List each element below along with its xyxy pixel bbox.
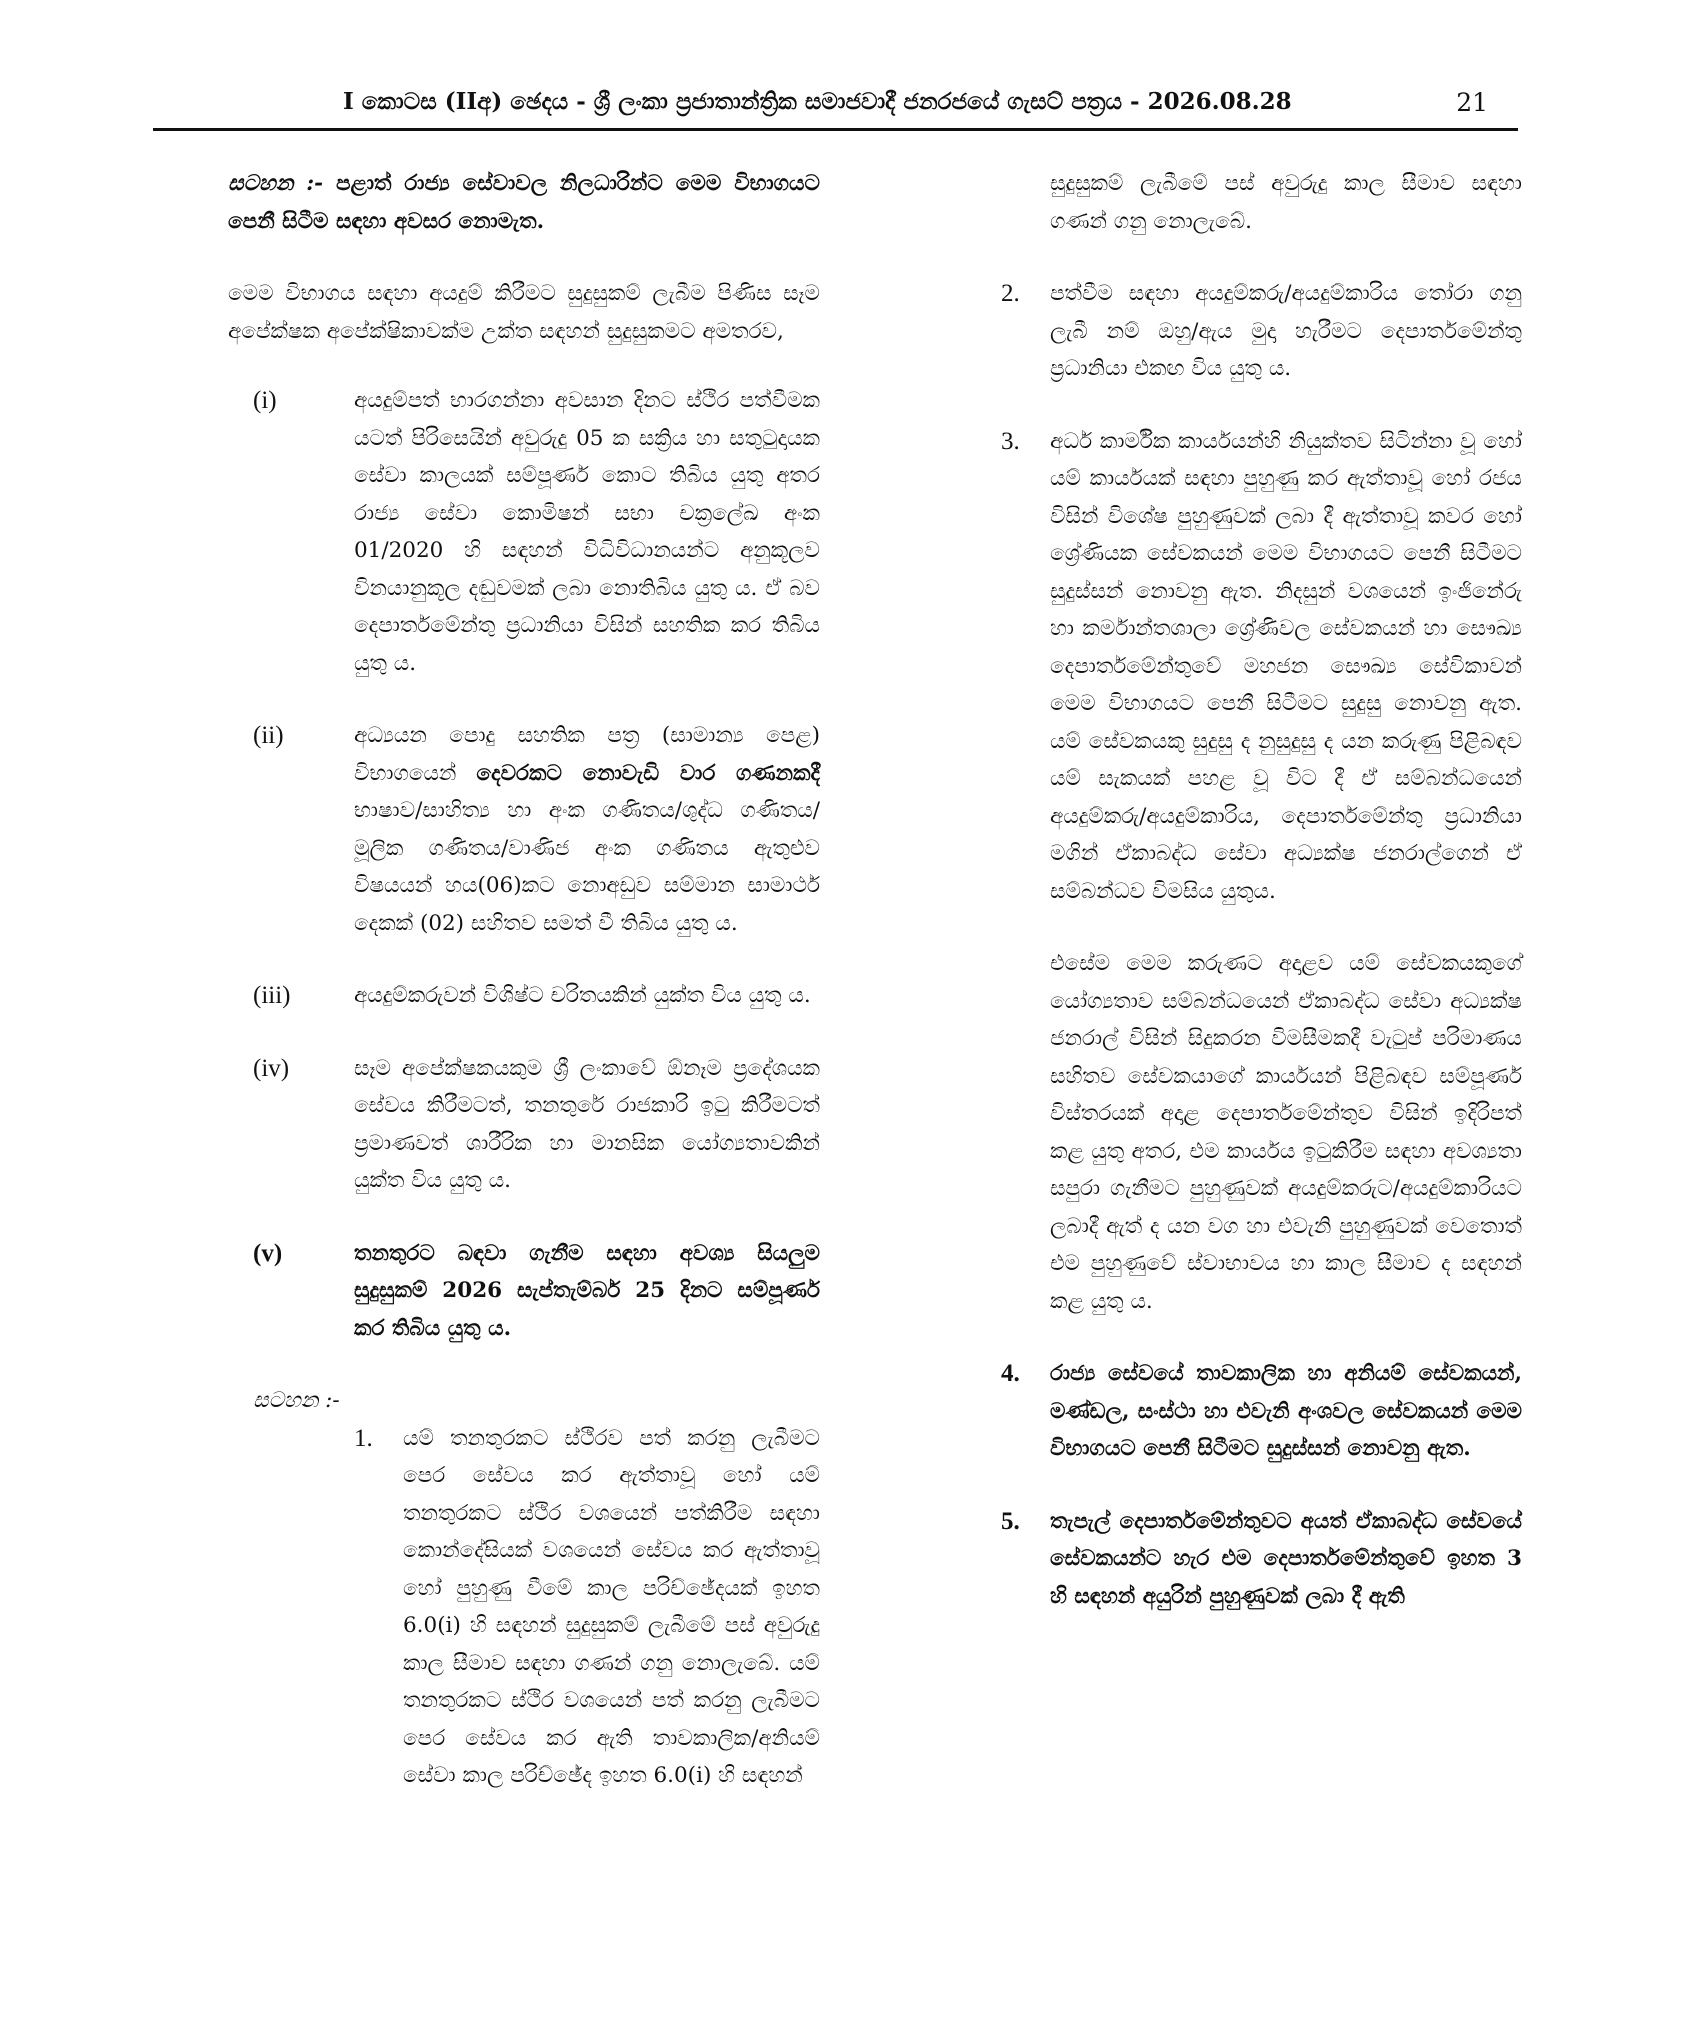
- note-2-label: සටහන :-: [253, 1388, 340, 1413]
- right-column: [1001, 165, 1522, 1615]
- note-1-label: සටහන :-: [228, 171, 324, 196]
- item-number: 3.: [1001, 427, 1020, 455]
- list-item-v: [228, 1235, 820, 1348]
- note-item-3-continuation: එසේම මෙම කරුණට අදාළව යම් සේවකයකුගේ යෝග්‍යතාව සම්බන්ධයෙන් ඒකාබද්ධ සේවා අධ්‍යක්ෂ ජනරාල් විසින් සිදුකරන විමසීමකදී වැටුප් පරිමාණය සහිතව සේවකයාගේ කාර්යයන් පිළිබඳව සම්පූර්ණ විස්තරයක් අදාළ දෙපාර්තමේන්තුව විසින් ඉදිරිපත් කළ යුතු අතර, එම කාර්යය ඉටුකිරීම සඳහා අවශ්‍යතා සපුරා ගැනීමට පුහුණුවක් අයදුම්කරුට/අයදුම්කාරියට ලබාදී ඇත් ද යන වග හා එවැනි පුහුණුවක් වෙතොත් එම පුහුණුවේ ස්වාභාවය හා කාල සීමාව ද සඳහන් කළ යුතු ය.: [1050, 951, 1522, 1314]
- page-header: [153, 88, 1518, 128]
- item-text-part: භාෂාව/සාහිත්‍ය හා අංක ගණිතය/ශුද්ධ ගණිතය/මූලික ගණිතය/වාණිජ අංක ගණිතය ඇතුළුව විෂයයන් හය(06)කට නොඅඩුව සම්මාන සාමාර්ථ දෙකක් (02) සහිතව සමත් වී තිබිය යුතු ය.: [354, 798, 820, 936]
- item-number: (v): [253, 1239, 283, 1267]
- item-text: තනතුරට බඳවා ගැනීම සඳහා අවශ්‍ය සියලුම සුදුසුකම් 2026 සැප්තැම්බර් 25 දිනට සම්පූර්ණ කර තිබිය යුතු ය.: [354, 1240, 820, 1341]
- note-item-5: [1001, 1503, 1522, 1616]
- continuation-text: සුදුසුකම් ලැබීමේ පස් අවුරුදු කාල සීමාව සඳහා ගණන් ගනු නොලැබේ.: [1050, 171, 1522, 234]
- item-number: (ii): [253, 722, 284, 749]
- item-text: පත්වීම සඳහා අයදුම්කරු/අයදුම්කාරිය තෝරා ගනු ලැබී නම් ඔහු/ඇය මුදා හැරීමට දෙපාර්තමේන්තු ප්‍රධානියා එකඟ විය යුතු ය.: [1050, 281, 1522, 381]
- item-text: යම් තනතුරකට ස්ථිරව පත් කරනු ලැබීමට පෙර සේවය කර ඇත්තාවූ හෝ යම් තනතුරකට ස්ථිර වශයෙන් පත්කිරීම සඳහා කොන්දේසියක් වශයෙන් සේවය කර ඇත්තාවූ හෝ පුහුණු වීමේ කාල පරිච්ඡේදයක් ඉහත 6.0(i) හි සඳහන් සුදුසුකම් ලැබීමේ පස් අවුරුදු කාල සීමාව සඳහා ගණන් ගනු නොලැබේ. යම් තනතුරකට ස්ථිර වශයෙන් පත් කරනු ලැබීමට පෙර සේවය කර ඇති තාවකාලික/අනියම් සේවා කාල පරිච්ඡේද ඉහත 6.0(i) හි සඳහන්: [403, 1425, 820, 1788]
- note-item-3: [1001, 423, 1522, 911]
- note-item-4: [1001, 1355, 1522, 1468]
- item-number: 5.: [1001, 1507, 1020, 1535]
- item-number: (iv): [253, 1054, 290, 1082]
- intro-paragraph: මෙම විභාගය සඳහා අයදුම් කිරීමට සුදුසුකම් ලැබීම පිණිස සෑම අපේක්ෂක අපේක්ෂිකාවක්ම උක්ත සඳහන් සුදුසුකමට අමතරව,: [228, 281, 820, 344]
- list-item-i: [228, 382, 820, 682]
- item-number: 1.: [354, 1424, 373, 1452]
- note-1-text: පළාත් රාජ්‍ය සේවාවල නිලධාරින්ට මෙම විභාගයට පෙනී සිටීම සඳහා අවසර නොමැත.: [228, 171, 820, 234]
- item-text: සෑම අපේක්ෂකයකුම ශ්‍රී ලංකාවේ ඕනෑම ප්‍රදේශයක සේවය කිරීමටත්, තනතුරේ රාජකාරි ඉටු කිරීමටත් ප්‍රමාණවත් ශාරීරික හා මානසික යෝග්‍යතාවකින් යුක්ත විය යුතු ය.: [354, 1055, 820, 1193]
- gazette-header-title: I කොටස (IIඅ) ඡෙදය - ශ්‍රී ලංකා ප්‍රජාතාන්ත්‍රික සමාජවාදී ජනරජයේ ගැසට් පත්‍රය - 2026.08.28: [343, 88, 1292, 115]
- page-number: 21: [1456, 88, 1488, 117]
- item-text: රාජ්‍ය සේවයේ තාවකාලික හා අනියම් සේවකයන්, මණ්ඩල, සංස්ථා හා එවැනි අංශවල සේවකයන් මෙම විභාගයට පෙනී සිටීමට සුදුස්සන් නොවනු ඇත.: [1050, 1361, 1522, 1461]
- left-column: [228, 165, 820, 1795]
- item-number: 4.: [1001, 1360, 1020, 1387]
- list-item-iv: [228, 1050, 820, 1200]
- note-1: [228, 165, 820, 240]
- item-text: අර්ධ කාර්මික කාර්යයන්හි නියුක්තව සිටින්නා වූ හෝ යම් කාර්යයක් සඳහා පුහුණු කර ඇත්තාවූ හෝ රජය විසින් විශේෂ පුහුණුවක් ලබා දී ඇත්තාවූ කවර හෝ ශ්‍රේණියක සේවකයන් මෙම විභාගයට පෙනී සිටීමට සුදුස්සන් නොවනු ඇත. නිදසුන් වශයෙන් ඉංජිනේරු හා කර්මාන්තශාලා ශ්‍රේණිවල සේවකයන් හා සෞඛ්‍ය දෙපාර්තමේන්තුවේ මහජන සෞඛ්‍ය සේවිකාවන් මෙම විභාගයට පෙනී සිටීමට සුදුසු නොවනු ඇත. යම් සේවකයකු සුදුසු ද නුසුදුසු ද යන කරුණු පිළිබඳව යම් සැකයක් පහළ වූ විට දී ඒ සම්බන්ධයෙන් අයදුම්කරු/අයදුම්කාරිය, දෙපාර්තමේන්තු ප්‍රධානියා මගින් ඒකාබද්ධ සේවා අධ්‍යක්ෂ ජනරාල්ගෙන් ඒ සම්බන්ධව විමසිය යුතුය.: [1050, 428, 1522, 904]
- item-text-part: අධ්‍යයන පොදු සහතික පත්‍ර (සාමාන්‍ය පෙළ) විභාගයෙන්: [354, 723, 820, 786]
- list-item-ii: [228, 717, 820, 942]
- item-text: අයදුම්පත් භාරගන්නා අවසාන දිනට ස්ථිර පත්වීමක යටත් පිරිසෙයින් අවුරුදු 05 ක සක්‍රිය හා සතුටුදායක සේවා කාලයක් සම්පූර්ණ කොට තිබිය යුතු අතර රාජ්‍ය සේවා කොමිෂන් සභා චක්‍රලේඛ අංක 01/2020 හි සඳහන් විධිවිධානයන්ට අනුකූලව විනයානුකූල දඬුවමක් ලබා නොතිබිය යුතු ය. ඒ බව දෙපාර්තමේන්තු ප්‍රධානියා විසින් සහතික කර තිබිය යුතු ය.: [354, 388, 820, 676]
- item-text: අයදුම්කරුවන් විශිෂ්ට චරිතයකින් යුක්ත විය යුතු ය.: [354, 983, 811, 1008]
- header-rule: [153, 128, 1518, 131]
- item-number: 2.: [1001, 280, 1020, 307]
- item-number: (i): [253, 387, 277, 414]
- note-item-2: [1001, 275, 1522, 388]
- list-item-iii: [228, 977, 820, 1015]
- item-text: තැපැල් දෙපාර්තමේන්තුවට අයත් ඒකාබද්ධ සේවයේ සේවකයන්ට හැර එම දෙපාර්තමේන්තුවේ ඉහත 3 හි සඳහන් අයුරින් පුහුණුවක් ලබා දී ඇති: [1050, 1508, 1522, 1609]
- item-text: [354, 717, 820, 942]
- note-2-item-1: [228, 1420, 820, 1795]
- item-number: (iii): [253, 982, 291, 1009]
- item-text-bold: දෙවරකට නොවැඩි වාර ගණනකදී: [476, 760, 820, 786]
